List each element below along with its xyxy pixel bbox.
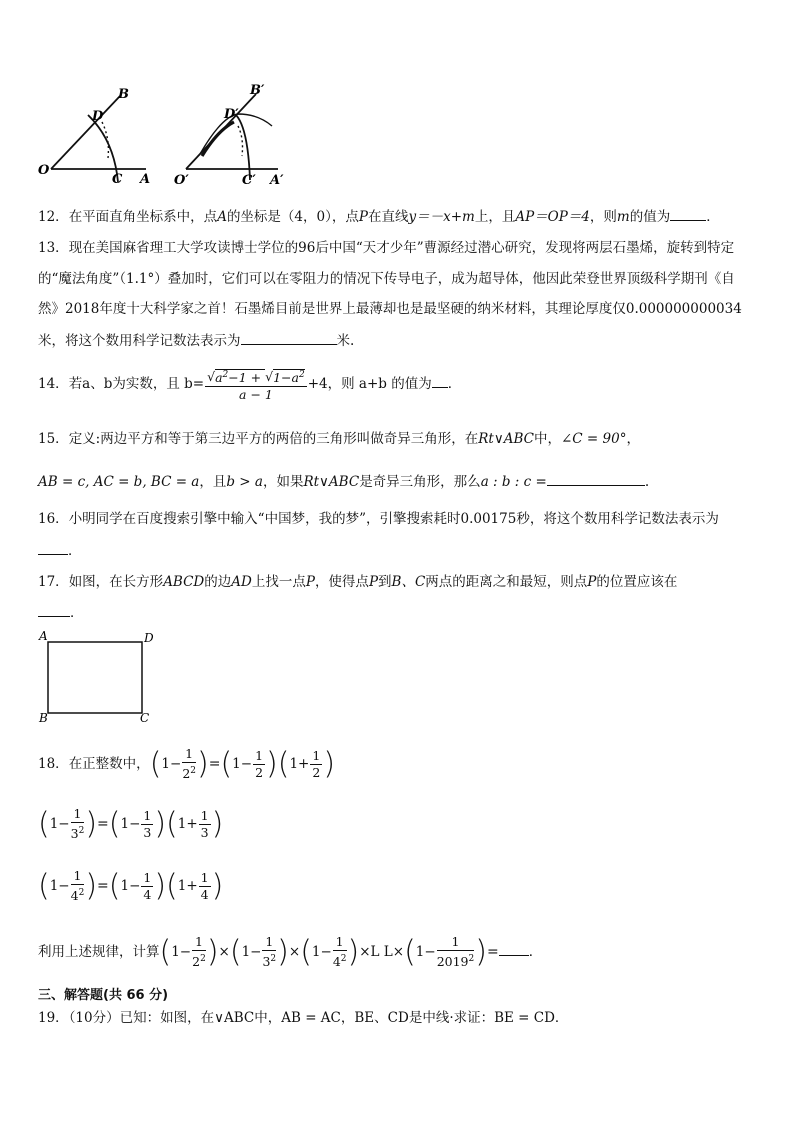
label-B-prime: B′ — [250, 83, 265, 98]
question-17-line2: ． — [38, 602, 84, 623]
angle-figure-copy — [172, 80, 292, 187]
label-C: C — [112, 172, 123, 187]
label-B: B — [118, 87, 129, 102]
label-D: D — [92, 109, 104, 124]
label-D-prime: D′ — [224, 107, 239, 122]
rect-label-C: C — [140, 711, 150, 725]
label-C-prime: C′ — [242, 173, 256, 187]
rect-label-D: D — [144, 631, 154, 645]
answer-blank-14[interactable] — [432, 373, 448, 388]
question-18-row2: (1− $\frac{1}{3^2}$ )=(1− $\frac{1}{3}$ )(1+ $\frac{1}{3}$ ) — [38, 806, 224, 842]
question-13-line4: 米，将这个数用科学记数法表示为 米. — [38, 330, 354, 351]
label-O: O — [38, 163, 50, 178]
label-A-prime: A′ — [270, 173, 284, 187]
label-O-prime: O′ — [174, 173, 189, 187]
question-14: 14．若a、b为实数，且 b= $\frac{√a^2-1 + √1-a^2}{a - 1}$ +4，则 a+b 的值为 ． — [38, 364, 461, 404]
answer-blank-15[interactable] — [547, 471, 645, 486]
answer-blank-18[interactable] — [499, 941, 529, 956]
answer-blank-12[interactable] — [670, 206, 706, 221]
question-13-line3: 然》2018年度十大科学家之首！石墨烯目前是世界上最薄却也是最坚硬的纳米材料，其理论厚度仅0.000000000034 — [38, 301, 742, 317]
answer-blank-17[interactable] — [38, 602, 70, 617]
answer-blank-13[interactable] — [241, 330, 337, 345]
label-A: A — [140, 172, 151, 187]
question-18-compute: 利用上述规律，计算(1− $\frac{1}{2^2}$ )×(1− $\frac{1}{3^2}$ )×(1− $\frac{1}{4^2}$ )×L L×(1− $\frac{1}{2019^2}$ )= ． — [38, 934, 543, 970]
section-3-title: 三、解答题(共 66 分) — [38, 988, 169, 1003]
question-13-line1: 13．现在美国麻省理工大学攻读博士学位的96后中国“天才少年”曹源经过潜心研究，发现将两层石墨烯，旋转到特定 — [38, 240, 735, 256]
rectangle-figure — [36, 628, 160, 726]
question-19: 19．（10分）已知：如图，在∨ABC中，AB = AC，BE、CD是中线·求证：BE = CD． — [38, 1010, 569, 1026]
question-17: 17．如图，在长方形ABCD的边AD上找一点P，使得点P到B、C两点的距离之和最短，则点P的位置应该在 — [38, 574, 678, 590]
rect-label-B: B — [39, 711, 48, 725]
question-16-line2: ． — [38, 540, 82, 561]
answer-blank-16[interactable] — [38, 540, 68, 555]
q14-fraction: $\frac{√a^2-1 + √1-a^2}{a - 1}$ — [205, 366, 307, 402]
question-15-line2: AB = c, AC = b, BC = a，且b > a，如果Rt∨ABC是奇异三角形，那么a : b : c = . — [38, 471, 649, 492]
question-16: 16．小明同学在百度搜索引擎中输入“中国梦，我的梦”，引擎搜索耗时0.00175秒，将这个数用科学记数法表示为 — [38, 511, 719, 527]
question-18-row1: 18．在正整数中，(1− $\frac{1}{2^2}$ )=(1− $\frac{1}{2}$ )(1+ $\frac{1}{2}$ ) — [38, 746, 336, 782]
question-15-line1: 15．定义:两边平方和等于第三边平方的两倍的三角形叫做奇异三角形，在Rt∨ABC中，∠C = 90°， — [38, 431, 640, 447]
rect-label-A: A — [39, 629, 48, 643]
question-13-line2: 的“魔法角度”（1.1°）叠加时，它们可以在零阻力的情况下传导电子，成为超导体，他因此荣登世界顶级科学期刊《自 — [38, 271, 735, 287]
question-12: 12．在平面直角坐标系中，点A的坐标是（4，0），点P在直线y＝－x+m上，且AP＝OP＝4，则m的值为 ． — [38, 206, 720, 227]
question-18-row3: (1− $\frac{1}{4^2}$ )=(1− $\frac{1}{4}$ )(1+ $\frac{1}{4}$ ) — [38, 868, 224, 904]
angle-figure-original — [36, 82, 156, 187]
